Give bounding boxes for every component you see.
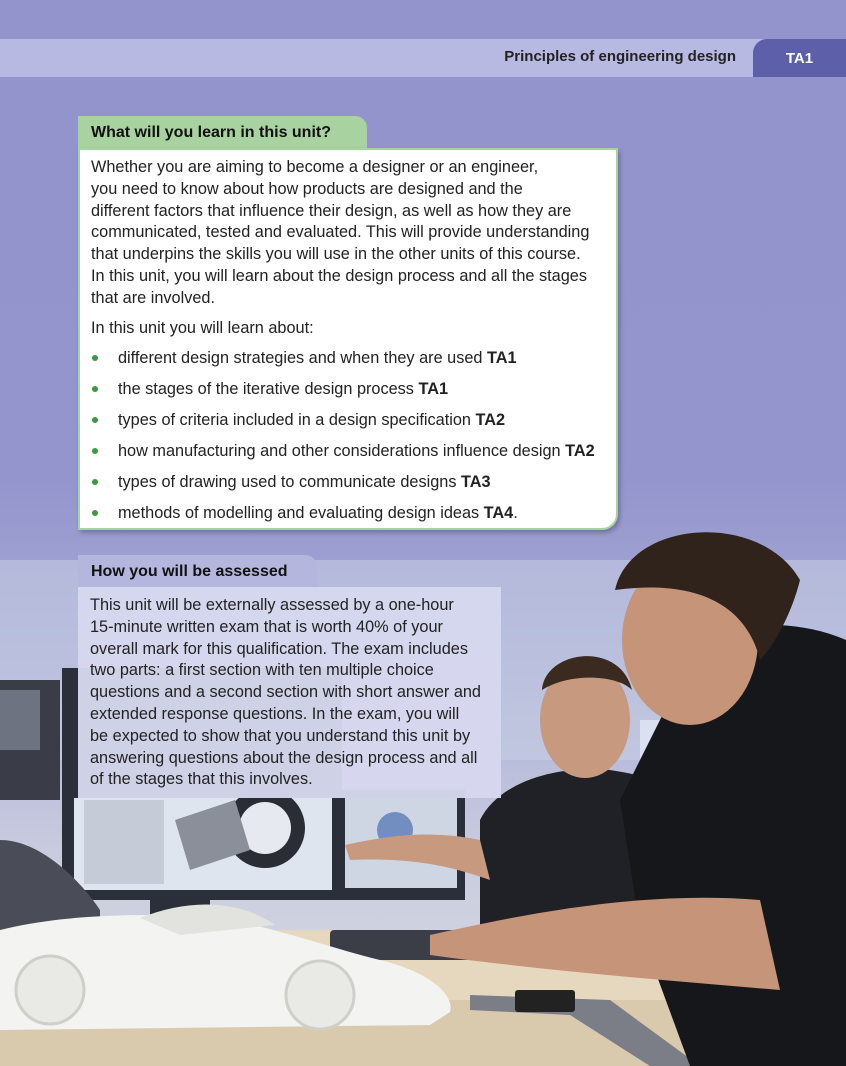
assessed-line: 15-minute written exam that is worth 40% of your <box>90 617 443 636</box>
cad-file-tree <box>84 800 164 884</box>
item-text: the stages of the iterative design process <box>118 379 419 398</box>
bullet-icon <box>92 417 98 423</box>
list-item <box>91 503 604 534</box>
bullet-icon <box>92 510 98 516</box>
left-monitor-screen <box>0 690 40 750</box>
learn-line: you need to know about how products are designed and the <box>91 179 523 198</box>
list-item <box>91 472 604 503</box>
item-ref: TA4 <box>483 503 514 522</box>
learn-intro: In this unit you will learn about: <box>91 318 314 337</box>
car-rear-wheel <box>16 956 84 1024</box>
bullet-icon <box>92 448 98 454</box>
learn-line: communicated, tested and evaluated. This will provide understanding <box>91 223 590 242</box>
section-title: Principles of engineering design <box>504 48 736 65</box>
assessed-line: questions and a second section with short answer and <box>90 683 481 702</box>
item-text: types of drawing used to communicate designs <box>118 472 461 491</box>
assessed-line: of the stages that this involves. <box>90 770 313 789</box>
learn-line: that are involved. <box>91 288 215 307</box>
assessed-line: be expected to show that you understand this unit by <box>90 726 471 745</box>
assessed-box <box>78 587 501 798</box>
learn-line: that underpins the skills you will use in the other units of this course. <box>91 245 581 264</box>
item-text: types of criteria included in a design specification <box>118 410 476 429</box>
assessed-line: overall mark for this qualification. The exam includes <box>90 639 468 658</box>
caliper-display <box>515 990 575 1012</box>
item-ref: TA2 <box>565 441 595 460</box>
learn-box <box>78 148 618 530</box>
learn-line: In this unit, you will learn about the design process and all the stages <box>91 266 587 285</box>
item-ref: TA1 <box>418 379 449 398</box>
item-text: methods of modelling and evaluating design ideas <box>118 503 484 522</box>
assessed-paragraph <box>90 595 491 791</box>
item-text: how manufacturing and other considerations influence design <box>118 441 566 460</box>
item-ref: TA3 <box>461 472 491 491</box>
assessed-line: two parts: a first section with ten multiple choice <box>90 661 434 680</box>
list-item <box>91 348 604 379</box>
assessed-line: answering questions about the design process and all <box>90 748 478 767</box>
list-item <box>91 379 604 410</box>
learn-list <box>91 348 604 534</box>
item-text: different design strategies and when they are used <box>118 348 487 367</box>
item-ref: TA2 <box>475 410 506 429</box>
bullet-icon <box>92 479 98 485</box>
list-item <box>91 441 604 472</box>
list-item <box>91 410 604 441</box>
learn-line: Whether you are aiming to become a designer or an engineer, <box>91 158 539 176</box>
bullet-icon <box>92 386 98 392</box>
item-ref: TA1 <box>486 348 517 367</box>
assessed-line: This unit will be externally assessed by a one-hour <box>90 596 454 614</box>
assessed-line: extended response questions. In the exam, you will <box>90 704 460 723</box>
bullet-icon <box>92 355 98 361</box>
assessed-heading: How you will be assessed <box>78 555 317 587</box>
item-end: . <box>513 503 518 522</box>
learn-paragraph <box>91 157 611 310</box>
car-front-wheel <box>286 961 354 1029</box>
learn-heading: What will you learn in this unit? <box>78 116 367 148</box>
learn-line: different factors that influence their design, as well as how they are <box>91 201 572 220</box>
ta-tab: TA1 <box>753 39 846 77</box>
